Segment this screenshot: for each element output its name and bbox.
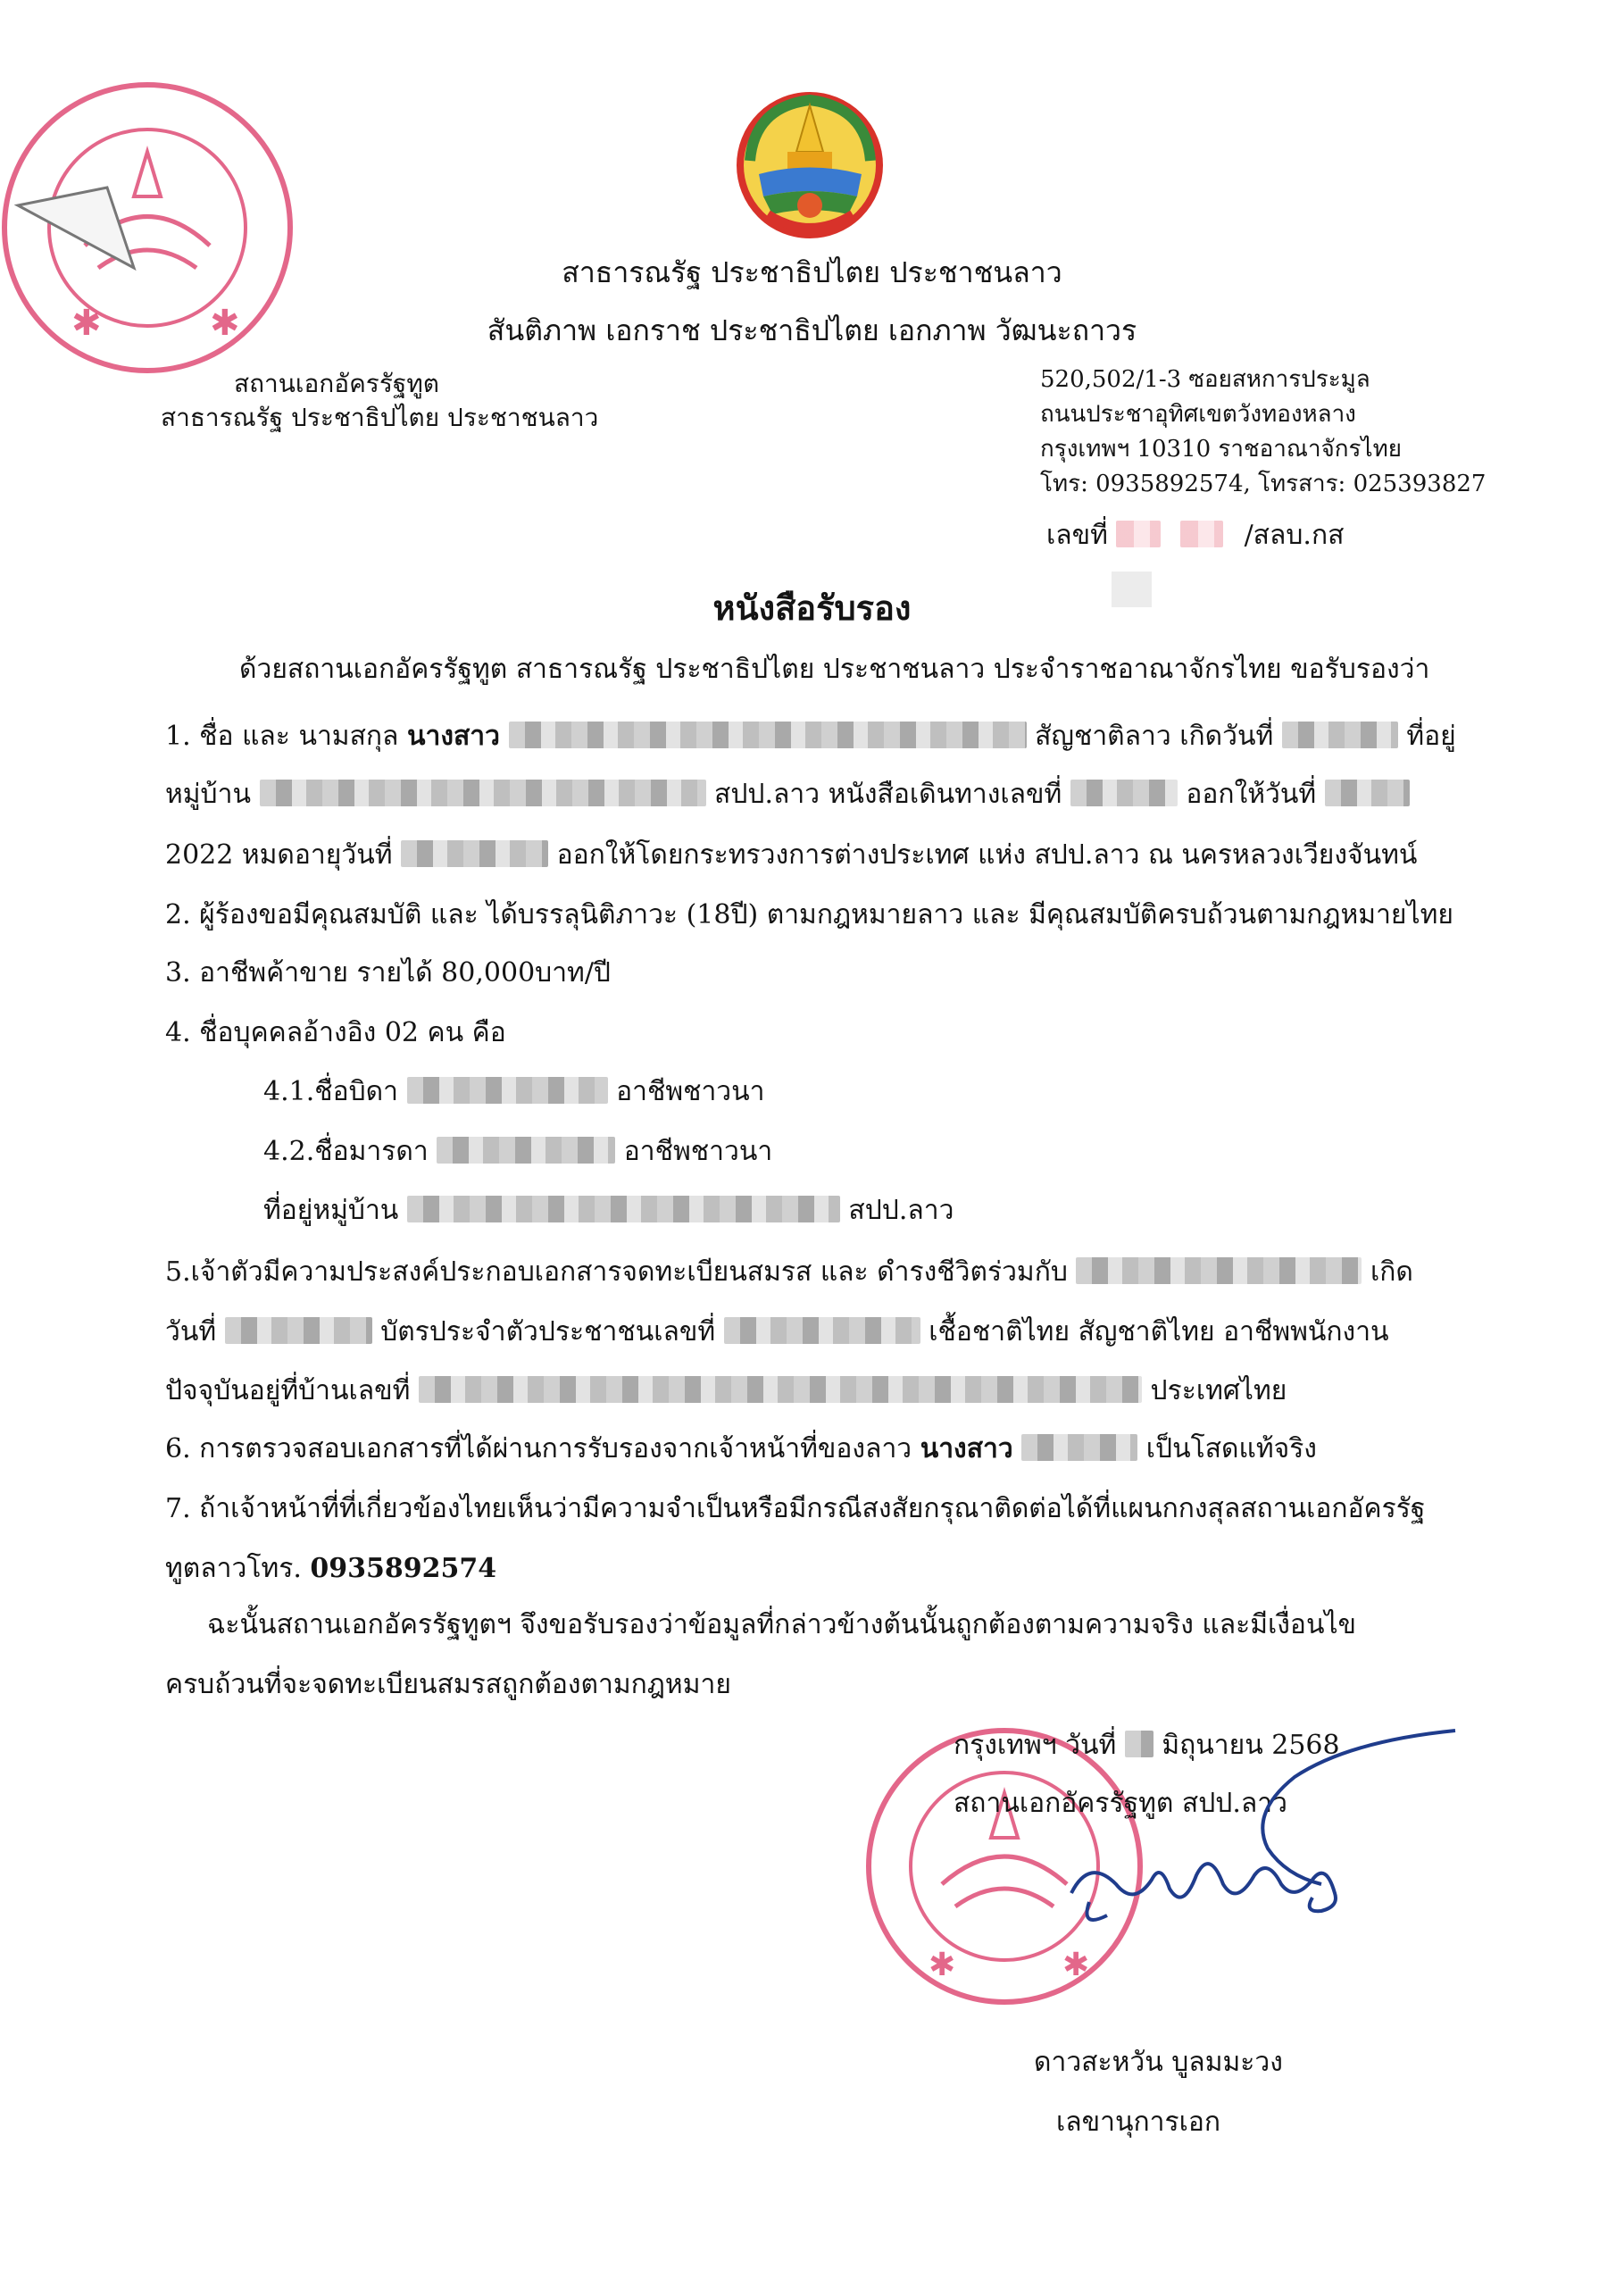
closing-line-2: ครบถ้วนที่จะจดทะเบียนสมรสถูกต้องตามกฎหมาย [165, 1669, 731, 1700]
intro-text: ด้วยสถานเอกอัครรัฐทูต สาธารณรัฐ ประชาธิปไตย ประชาชนลาว ประจำราชอาณาจักรไทย ขอรับรองว่า [239, 654, 1430, 685]
svg-text:✱: ✱ [1062, 1947, 1090, 1983]
embassy-phone: 0935892574 [310, 1553, 497, 1584]
header-line-2: สันติภาพ เอกราช ประชาธิปไตย เอกภาพ วัฒนะถาวร [487, 313, 1137, 347]
lao-emblem-icon [732, 89, 888, 241]
item-5-line-1: 5.เจ้าตัวมีความประสงค์ประกอบเอกสารจดทะเบียนสมรส และ ดำรงชีวิตร่วมกับ เกิด [165, 1256, 1413, 1288]
handwritten-signature-icon [1054, 1714, 1464, 1938]
item-7-line-2: ทูตลาวโทร. 0935892574 [165, 1553, 497, 1584]
closing-line-1: ฉะนั้นสถานเอกอัครรัฐทูตฯ จึงขอรับรองว่าข้อมูลที่กล่าวข้างต้นนั้นถูกต้องตามความจริง และมีเงื่อนไข [207, 1609, 1357, 1640]
item-1-line-2: หมู่บ้าน สปป.ลาว หนังสือเดินทางเลขที่ ออกให้วันที่ [165, 777, 1410, 813]
item-5-line-3: ปัจจุบันอยู่ที่บ้านเลขที่ ประเทศไทย [165, 1375, 1287, 1406]
signature-date: กรุงเทพฯ วันที่ มิถุนายน 2568 [954, 1730, 1340, 1761]
signature-org: สถานเอกอัครรัฐทูต สปป.ลาว [954, 1788, 1287, 1819]
item-4-1: 4.1.ชื่อบิดา อาชีพชาวนา [263, 1076, 765, 1107]
item-1-line-1: 1. ชื่อ และ นามสกุล นางสาว สัญชาติลาว เกิดวันที่ ที่อยู่ [165, 721, 1456, 752]
header-line-1: สาธารณรัฐ ประชาธิปไตย ประชาชนลาว [562, 255, 1062, 289]
document-title: หนังสือรับรอง [712, 588, 912, 628]
reference-suffix: /สลบ.กส [1244, 520, 1345, 551]
item-3: 3. อาชีพค้าขาย รายได้ 80,000บาท/ปี [165, 957, 611, 989]
signer-name: ดาวสะหวัน บูลมมะวง [1034, 2047, 1283, 2078]
svg-text:✱: ✱ [71, 303, 102, 344]
item-4: 4. ชื่อบุคคลอ้างอิง 02 คน คือ [165, 1017, 506, 1048]
svg-text:✱: ✱ [210, 303, 240, 344]
item-5-line-2: วันที่ บัตรประจำตัวประชาชนเลขที่ เชื้อชาติไทย สัญชาติไทย อาชีพพนักงาน [165, 1316, 1389, 1347]
left-header-line-2: สาธารณรัฐ ประชาธิปไตย ประชาชนลาว [161, 403, 599, 432]
signer-position: เลขานุการเอก [1056, 2107, 1221, 2138]
item-4-2: 4.2.ชื่อมารดา อาชีพชาวนา [263, 1136, 773, 1167]
item-4-3: ที่อยู่หมู่บ้าน สปป.ลาว [263, 1195, 954, 1226]
address-line-2: ถนนประชาอุทิศเขตวังทองหลาง [1040, 401, 1356, 428]
left-header-line-1: สถานเอกอัครรัฐทูต [234, 369, 439, 398]
reference-prefix: เลขที่ [1046, 520, 1108, 551]
address-line-1: 520,502/1-3 ซอยสหการประมูล [1040, 366, 1370, 393]
item-2: 2. ผู้ร้องขอมีคุณสมบัติ และ ได้บรรลุนิติภาวะ (18ปี) ตามกฎหมายลาว และ มีคุณสมบัติครบถ้วนตามกฎหมายไทย [165, 899, 1453, 930]
svg-text:✱: ✱ [929, 1947, 956, 1983]
item-6: 6. การตรวจสอบเอกสารที่ได้ผ่านการรับรองจากเจ้าหน้าที่ของลาว นางสาว เป็นโสดแท้จริง [165, 1433, 1317, 1464]
item-7-line-1: 7. ถ้าเจ้าหน้าที่ที่เกี่ยวข้องไทยเห็นว่ามีความจำเป็นหรือมีกรณีสงสัยกรุณาติดต่อได้ที่แผนกกงสุลสถานเอกอัครรัฐ [165, 1493, 1426, 1524]
item-1-line-3: 2022 หมดอายุวันที่ ออกให้โดยกระทรวงการต่างประเทศ แห่ง สปป.ลาว ณ นครหลวงเวียงจันทน์ [165, 839, 1418, 871]
reference-number [1046, 518, 1344, 554]
address-line-4: โทร: 0935892574, โทรสาร: 025393827 [1040, 471, 1487, 497]
address-line-3: กรุงเทพฯ 10310 ราชอาณาจักรไทย [1040, 436, 1402, 463]
